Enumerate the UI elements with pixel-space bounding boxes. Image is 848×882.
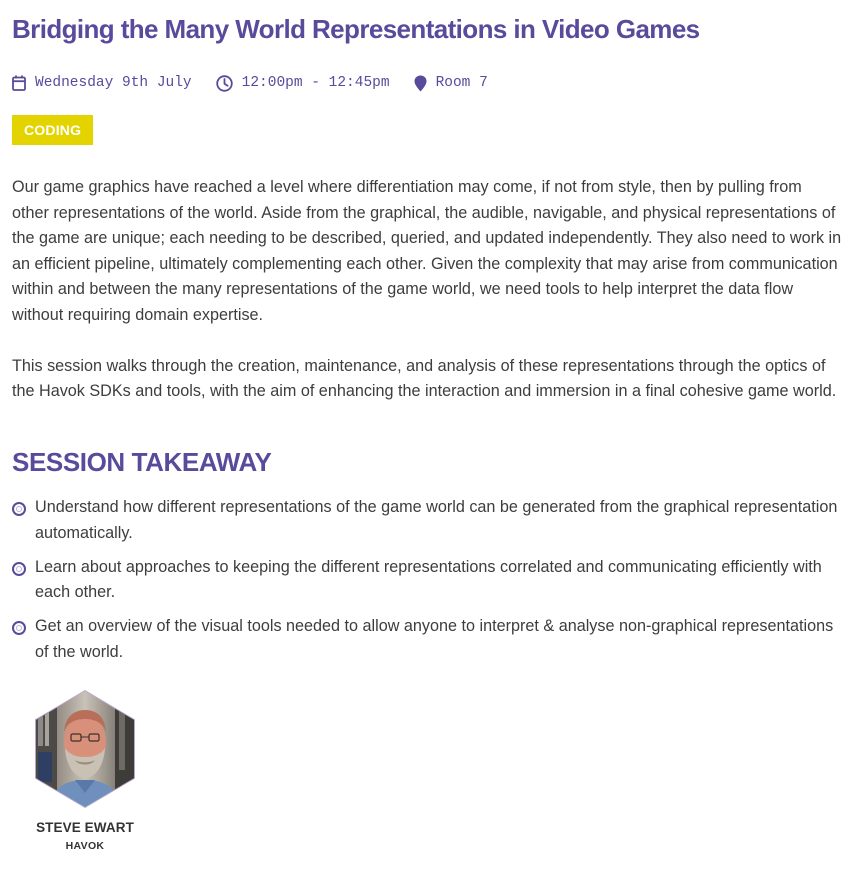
takeaway-item <box>12 555 842 606</box>
circle-bullet-icon <box>12 621 26 635</box>
takeaway-item-text: Learn about approaches to keeping the different representations correlated and communicating efficiently with each other. <box>35 557 822 601</box>
session-date <box>12 75 192 91</box>
description-paragraph: Our game graphics have reached a level where differentiation may come, if not from style, then by pulling from other representations of the world. Aside from the graphical, the audible, navigable, and physical representations of the game are unique; each needing to be described, queried, and updated independently. They also need to work in an efficient pipeline, ultimately complementing each other. Given the complexity that may arise from communication within and between the many representations of the game world, we need tools to help interpret the data flow without requiring domain expertise. <box>12 178 842 324</box>
calendar-icon <box>12 75 26 91</box>
circle-bullet-icon <box>12 502 26 516</box>
takeaway-list <box>12 495 842 674</box>
takeaway-item-text: Understand how different representations of the game world can be generated from the graphical representation automatically. <box>35 498 838 542</box>
session-description <box>12 175 842 430</box>
session-date-text: Wednesday 9th July <box>35 75 192 91</box>
track-tag[interactable]: CODING <box>12 115 93 145</box>
session-title: Bridging the Many World Representations in Video Games <box>12 14 700 44</box>
speaker-card[interactable] <box>24 690 146 852</box>
session-meta <box>12 72 512 94</box>
clock-icon <box>216 75 233 92</box>
session-room <box>414 75 488 92</box>
description-paragraph: This session walks through the creation, maintenance, and analysis of these representations through the optics of the Havok SDKs and tools, with the aim of enhancing the interaction and immersion in a final cohesive game world. <box>12 356 837 400</box>
session-time-text: 12:00pm - 12:45pm <box>241 75 390 91</box>
map-pin-icon <box>414 75 427 92</box>
takeaway-item <box>12 614 842 665</box>
speaker-name[interactable]: STEVE EWART <box>36 820 134 835</box>
takeaway-item <box>12 495 842 546</box>
speaker-avatar[interactable] <box>35 690 135 808</box>
session-room-text: Room 7 <box>435 75 488 91</box>
session-time <box>216 75 390 92</box>
takeaway-heading: SESSION TAKEAWAY <box>12 447 272 477</box>
speaker-company: HAVOK <box>65 840 105 852</box>
circle-bullet-icon <box>12 562 26 576</box>
takeaway-item-text: Get an overview of the visual tools needed to allow anyone to interpret & analyse non-graphical representations of the world. <box>35 617 834 661</box>
